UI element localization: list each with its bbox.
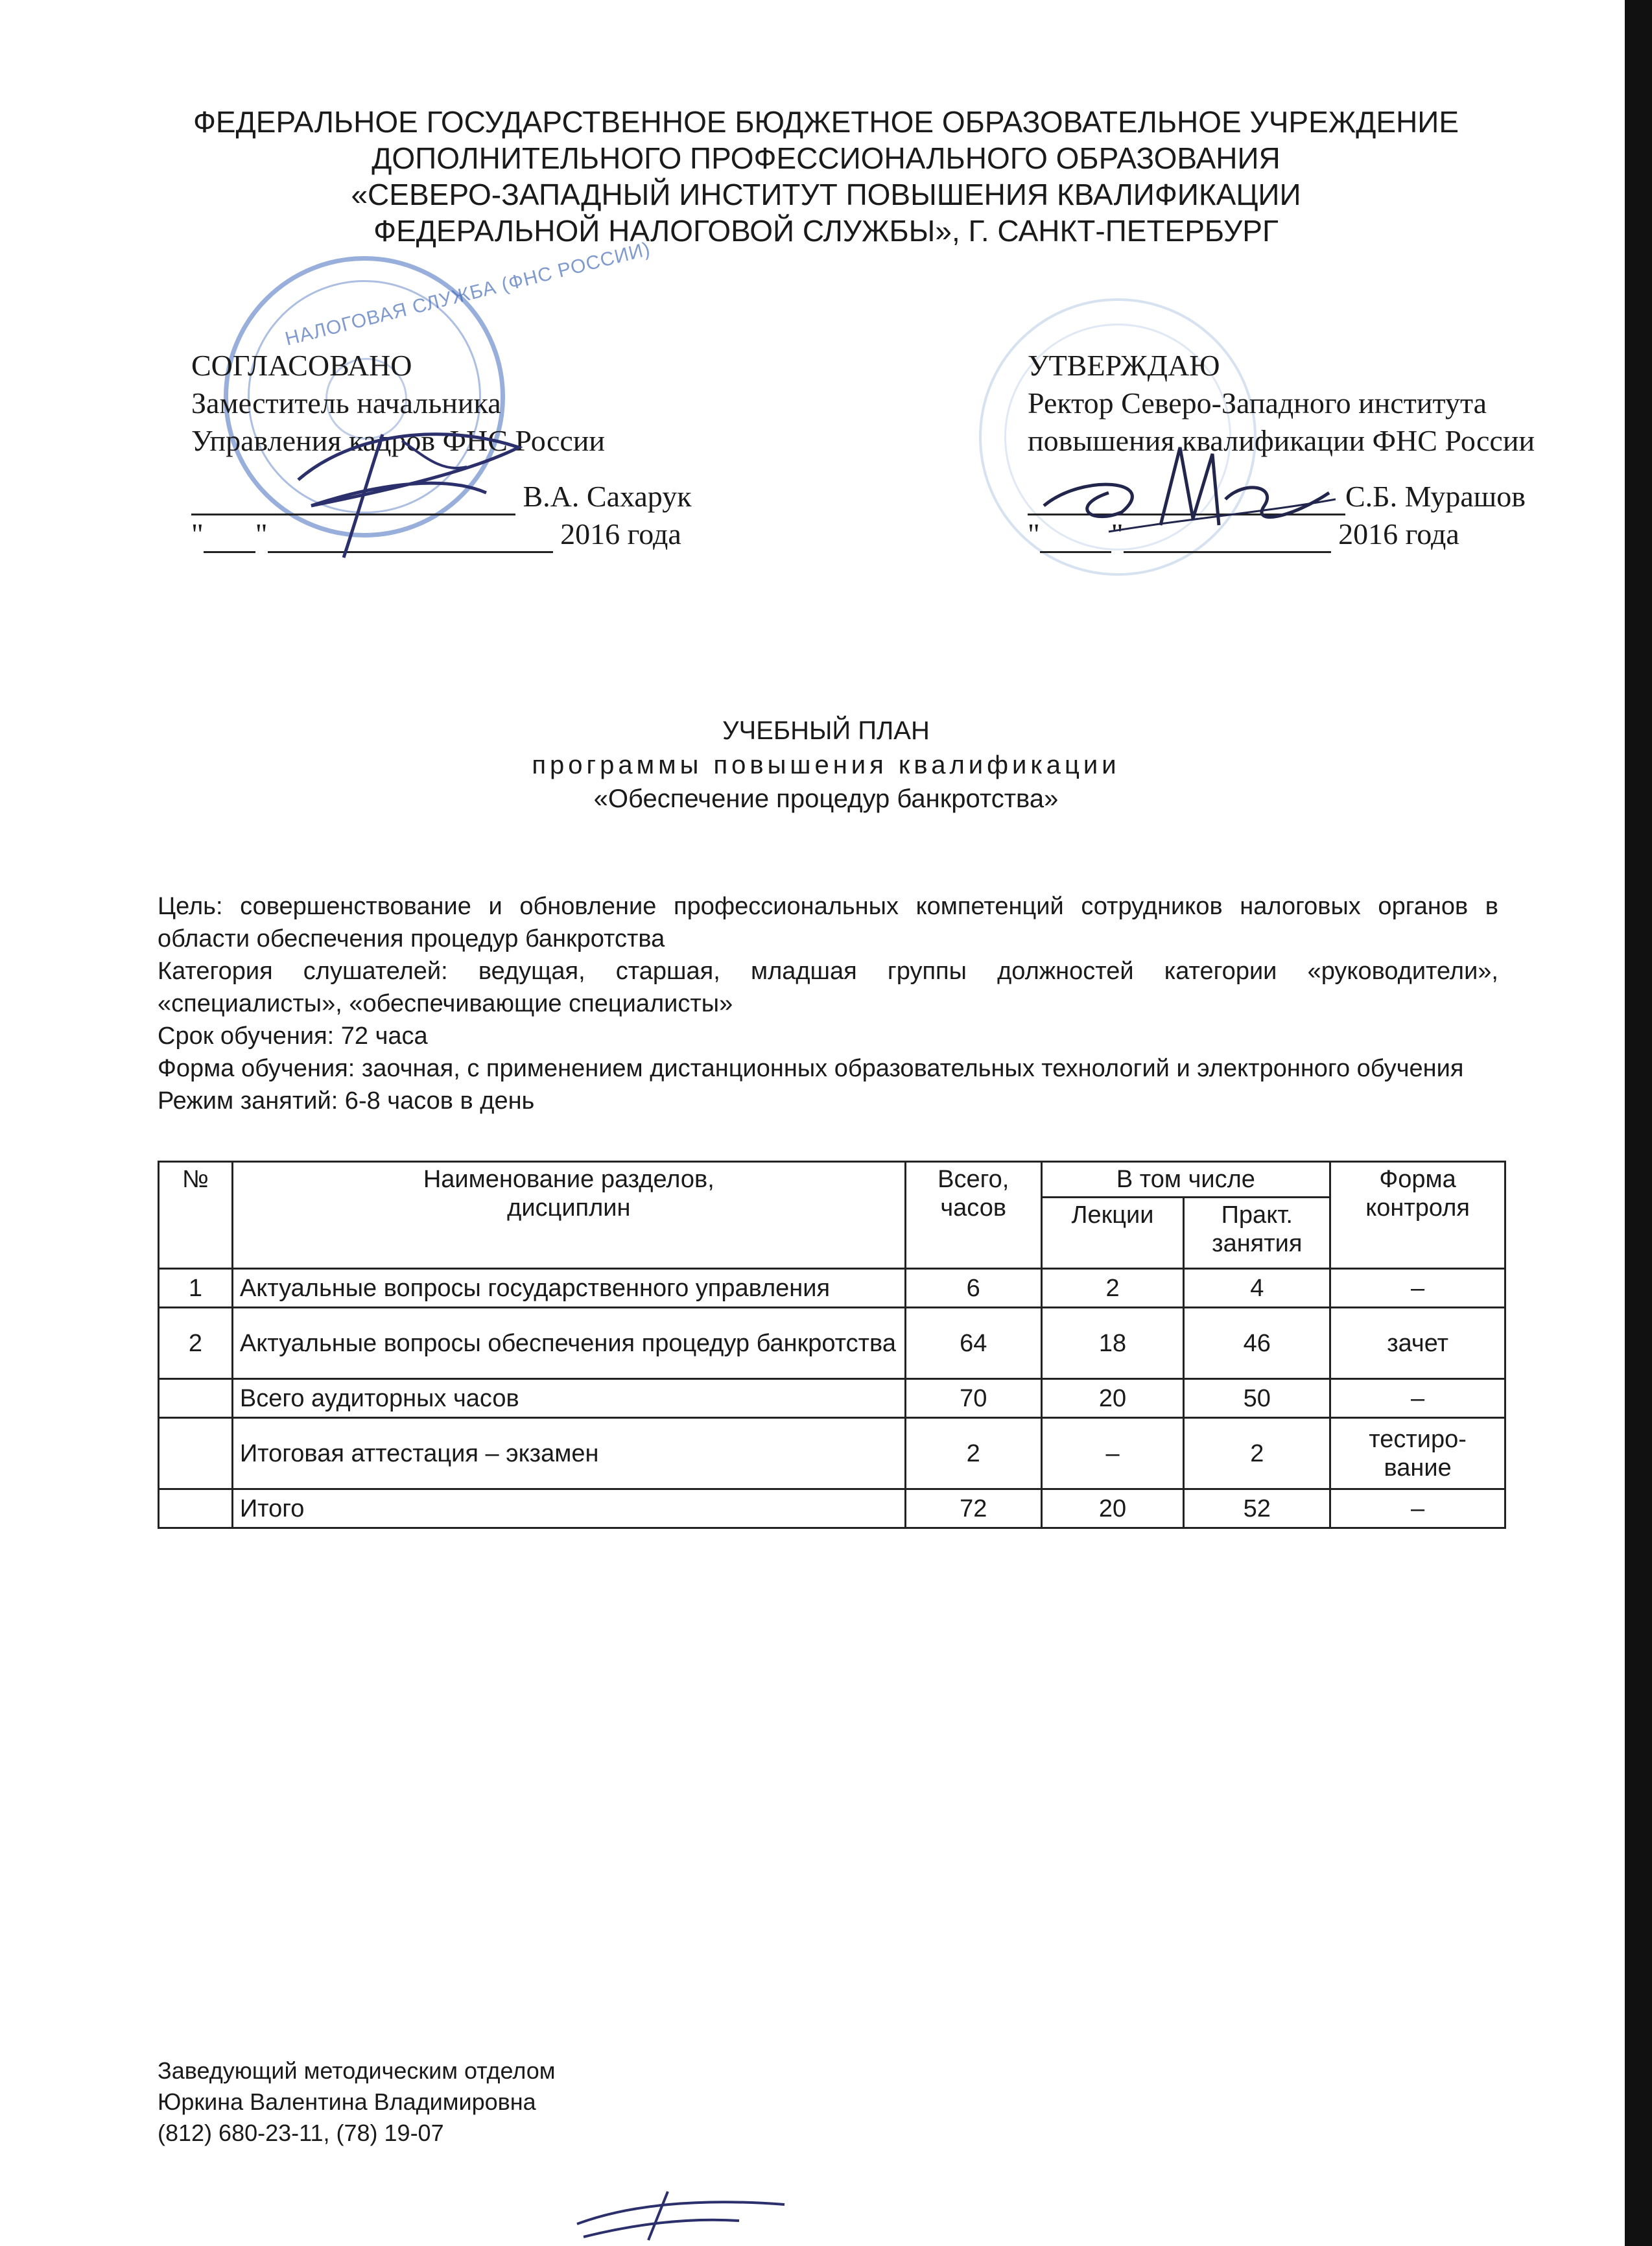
cell-practice: 50 [1184,1379,1330,1418]
footer-line-3: (812) 680-23-11, (78) 19-07 [158,2120,444,2146]
approved-date-quote-close: " [1111,517,1124,550]
table-row [159,1308,1505,1379]
col-control-line-2: контроля [1365,1194,1470,1222]
col-total [905,1162,1041,1269]
col-practice-line-2: занятия [1212,1230,1303,1257]
cell-name: Актуальные вопросы обеспечения процедур банкротства [232,1308,905,1379]
doc-title: УЧЕБНЫЙ ПЛАН [722,716,930,745]
col-name-line-1: Наименование разделов, [423,1166,714,1193]
info-form: Форма обучения: заочная, с применением дистанционных образовательных технологий и электронного обучения [158,1055,1464,1082]
info-mode: Режим занятий: 6-8 часов в день [158,1087,535,1115]
doc-subtitle: программы повышения квалификации [532,751,1120,779]
footer-line-1: Заведующий методическим отделом [158,2057,556,2084]
cell-control: – [1330,1489,1505,1528]
cell-practice: 52 [1184,1489,1330,1528]
approved-role-2: повышения квалификации ФНС России [1028,424,1535,457]
agreed-date-quote-open: " [191,517,204,550]
cell-num: 1 [159,1269,233,1308]
cell-lectures: 18 [1041,1308,1184,1379]
seal-text: НАЛОГОВАЯ СЛУЖБА (ФНС РОССИИ) [283,238,653,350]
institution-header [0,104,1652,249]
col-total-line-2: часов [940,1194,1007,1222]
cell-total: 64 [905,1308,1041,1379]
col-total-line-1: Всего, [938,1166,1009,1193]
cell-control: тестиро-вание [1330,1418,1505,1489]
table-header-row-1 [159,1162,1505,1198]
agreed-heading: СОГЛАСОВАНО [191,349,412,382]
cell-control: зачет [1330,1308,1505,1379]
col-control-line-1: Форма [1379,1166,1456,1193]
col-practice [1184,1198,1330,1269]
cell-lectures: – [1041,1418,1184,1489]
info-duration: Срок обучения: 72 часа [158,1023,428,1050]
cell-lectures: 20 [1041,1379,1184,1418]
handwritten-initials-footer [571,2185,791,2243]
approved-heading: УТВЕРЖДАЮ [1028,349,1220,382]
col-num: № [159,1162,233,1269]
agreed-role-1: Заместитель начальника [191,386,501,420]
cell-name: Актуальные вопросы государственного управления [232,1269,905,1308]
approved-role-1: Ректор Северо-Западного института [1028,386,1487,420]
cell-name: Итоговая аттестация – экзамен [232,1418,905,1489]
contact-footer [158,2055,556,2149]
cell-total: 72 [905,1489,1041,1528]
header-line-2: ДОПОЛНИТЕЛЬНОГО ПРОФЕССИОНАЛЬНОГО ОБРАЗОВАНИЯ [372,141,1280,175]
cell-lectures: 2 [1041,1269,1184,1308]
table-row [159,1379,1505,1418]
cell-total: 70 [905,1379,1041,1418]
agreed-date-quote-close: " [255,517,268,550]
header-line-1: ФЕДЕРАЛЬНОЕ ГОСУДАРСТВЕННОЕ БЮДЖЕТНОЕ ОБРАЗОВАТЕЛЬНОЕ УЧРЕЖДЕНИЕ [193,105,1459,139]
table-row [159,1418,1505,1489]
col-including: В том числе [1041,1162,1330,1198]
table-row [159,1269,1505,1308]
cell-total: 6 [905,1269,1041,1308]
program-info [158,890,1498,1117]
header-line-3: «СЕВЕРО-ЗАПАДНЫЙ ИНСТИТУТ ПОВЫШЕНИЯ КВАЛИФИКАЦИИ [351,178,1301,211]
footer-line-2: Юркина Валентина Владимировна [158,2088,536,2115]
cell-num [159,1489,233,1528]
col-name-line-2: дисциплин [507,1194,631,1222]
handwritten-signature-right [1031,428,1342,558]
cell-lectures: 20 [1041,1489,1184,1528]
col-name [232,1162,905,1269]
cell-num [159,1379,233,1418]
col-lectures: Лекции [1041,1198,1184,1269]
cell-name: Итого [232,1489,905,1528]
cell-name: Всего аудиторных часов [232,1379,905,1418]
cell-control: – [1330,1269,1505,1308]
cell-practice: 4 [1184,1269,1330,1308]
col-control [1330,1162,1505,1269]
col-practice-line-1: Практ. [1221,1201,1293,1229]
agreed-name: В.А. Сахарук [523,480,692,513]
cell-practice: 46 [1184,1308,1330,1379]
cell-num: 2 [159,1308,233,1379]
scan-edge [1625,0,1652,2246]
info-goal: Цель: совершенствование и обновление профессиональных компетенций сотрудников налоговых органов в области обеспечения процедур банкротства [158,893,1498,952]
approved-name: С.Б. Мурашов [1345,480,1526,513]
header-line-4: ФЕДЕРАЛЬНОЙ НАЛОГОВОЙ СЛУЖБЫ», Г. САНКТ-ПЕТЕРБУРГ [373,214,1279,248]
table-row [159,1489,1505,1528]
approved-year: 2016 года [1338,517,1459,550]
program-name: «Обеспечение процедур банкротства» [593,785,1059,813]
info-category: Категория слушателей: ведущая, старшая, младшая группы должностей категории «руководители», «специалисты», «обеспечивающие специалисты» [158,958,1498,1017]
agreed-role-2: Управления кадров ФНС России [191,424,606,457]
agreed-year: 2016 года [560,517,681,550]
cell-control: – [1330,1379,1505,1418]
cell-num [159,1418,233,1489]
cell-practice: 2 [1184,1418,1330,1489]
agreed-day-line [204,523,255,553]
curriculum-table [158,1161,1506,1529]
cell-total: 2 [905,1418,1041,1489]
handwritten-signature-left [272,396,545,564]
approved-date-quote-open: " [1028,517,1040,550]
